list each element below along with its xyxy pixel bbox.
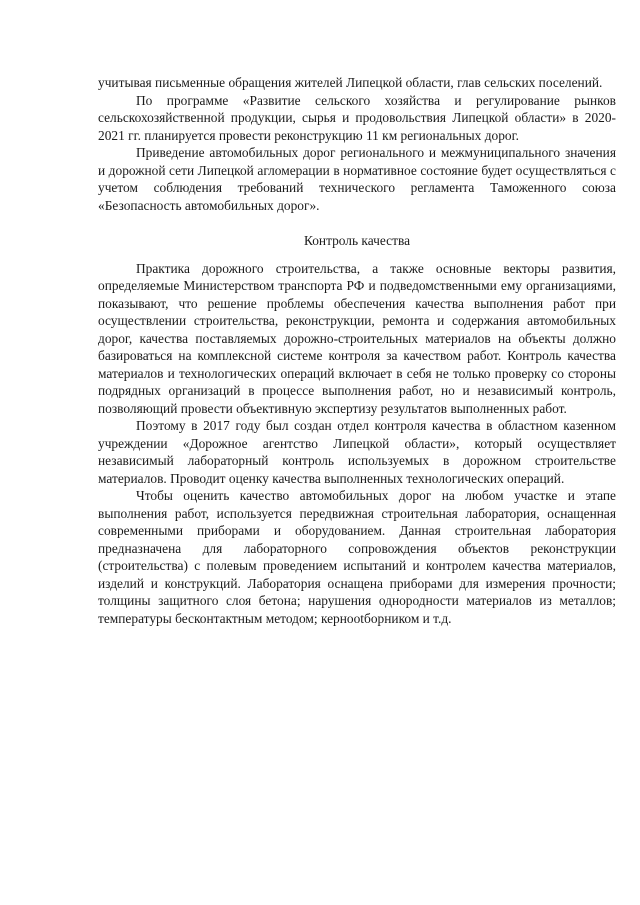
paragraph-continuation: учитывая письменные обращения жителей Липецкой области, глав сельских поселений. <box>98 75 603 90</box>
paragraph-practice: Практика дорожного строительства, а также основные векторы развития, определяемые Министерством транспорта РФ и подведомственными ему организациями, показывают, что решение проблемы обеспечения качества выполнения работ при осуществлении строительства, реконструкции, ремонта и содержания автомобильных дорог, качества поставляемых дорожно-строительных материалов на объекты должно базироваться на комплексной системе контроля за качеством работ. Контроль качества материалов и технологических операций включает в себя не только проверку со стороны подрядных организаций в процессе выполнения работ, но и независимый контроль, позволяющий провести объективную экспертизу результатов выполненных работ. <box>98 260 616 416</box>
paragraph-laboratory: Чтобы оценить качество автомобильных дорог на любом участке и этапе выполнения работ, используется передвижная строительная лаборатория, оснащенная современными приборами и оборудованием. Данная строительная лаборатория предназначена для лабораторного сопровождения объектов реконструкции (строительства) с полевым проведением испытаний и контролем качества материалов, изделий и конструкций. Лаборатория оснащена приборами для измерения прочности; толщины защитного слоя бетона; нарушения однородности материалов из металлов; температуры бесконтактным методом; кернootборником и т.д. <box>98 488 616 626</box>
section-heading: Контроль качества <box>303 233 411 248</box>
paragraph-regulation: Приведение автомобильных дорог регионального и межмуниципального значения и дорожной сети Липецкой агломерации в нормативное состояние будет осуществляться с учетом соблюдения требований технического регламента Таможенного союза «Безопасность автомобильных дорог». <box>98 145 616 213</box>
document-body <box>98 74 616 627</box>
paragraph-department: Поэтому в 2017 году был создан отдел контроля качества в областном казенном учреждении «Дорожное агентство Липецкой области», который осуществляет независимый лабораторный контроль используемых в дорожном строительстве материалов. Проводит оценку качества выполненных технологических операций. <box>98 418 616 486</box>
paragraph-program: По программе «Развитие сельского хозяйства и регулирование рынков сельскохозяйственной продукции, сырья и продовольствия Липецкой области» в 2020-2021 гг. планируется провести реконструкцию 11 км региональных дорог. <box>98 92 616 143</box>
